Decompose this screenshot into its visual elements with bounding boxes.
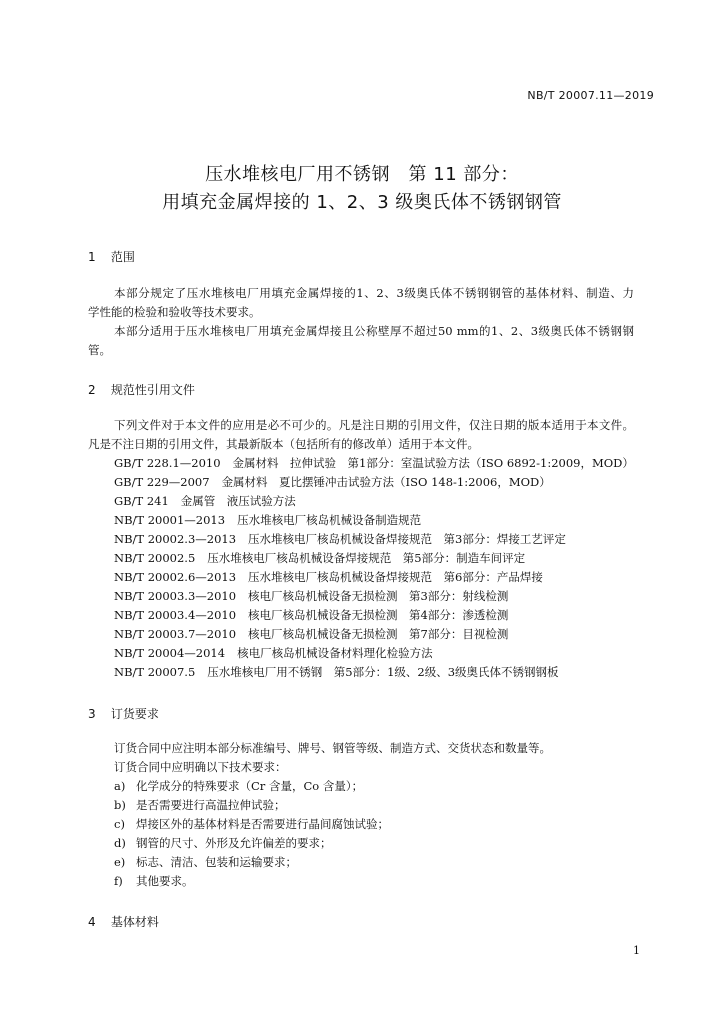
list-item: [114, 779, 363, 793]
reference-row: [114, 532, 566, 546]
list-marker: b): [114, 798, 126, 812]
section-2-intro-line-1: 下列文件对于本文件的应用是必不可少的。凡是注日期的引用文件，仅注日期的版本适用于本文件。: [114, 418, 634, 432]
section-4-title: 基体材料: [110, 915, 159, 929]
reference-title: 核电厂核岛机械设备材料理化检验方法: [237, 646, 433, 660]
list-text: 标志、清洁、包装和运输要求；: [136, 855, 297, 869]
reference-title: 金属材料 夏比摆锤冲击试验方法（ISO 148-1:2006，MOD）: [221, 475, 551, 489]
section-2-title: 规范性引用文件: [110, 383, 195, 397]
reference-title: 核电厂核岛机械设备无损检测 第7部分：目视检测: [248, 627, 509, 641]
section-1-para-2-line-2: 管。: [88, 343, 111, 357]
reference-row: [114, 475, 551, 489]
reference-row: [114, 589, 508, 603]
section-2-intro-line-2: 凡是不注日期的引用文件，其最新版本（包括所有的修改单）适用于本文件。: [88, 437, 479, 451]
reference-code: GB/T 228.1—2010: [114, 456, 221, 470]
reference-row: [114, 627, 508, 641]
section-3-title: 订货要求: [110, 707, 159, 721]
section-3-heading: [88, 705, 159, 722]
list-text: 其他要求。: [136, 874, 194, 888]
title-line-1: 压水堆核电厂用不锈钢 第 11 部分：: [205, 164, 519, 185]
page-number: 1: [633, 944, 640, 957]
reference-code: NB/T 20003.4—2010: [114, 608, 237, 622]
reference-row: [114, 665, 559, 679]
section-4-heading: [88, 913, 159, 930]
section-2-heading: [88, 381, 195, 398]
list-item: [114, 836, 332, 850]
reference-code: GB/T 229—2007: [114, 475, 210, 489]
reference-title: 核电厂核岛机械设备无损检测 第4部分：渗透检测: [248, 608, 509, 622]
reference-row: [114, 456, 634, 470]
list-item: [114, 874, 194, 888]
section-2-number: 2: [88, 383, 96, 397]
list-item: [114, 798, 286, 812]
list-marker: f): [114, 874, 123, 888]
reference-title: 金属材料 拉伸试验 第1部分：室温试验方法（ISO 6892-1:2009，MOD）: [232, 456, 634, 470]
section-3-number: 3: [88, 707, 96, 721]
list-text: 化学成分的特殊要求（Cr 含量，Co 含量）；: [136, 779, 364, 793]
reference-code: NB/T 20002.6—2013: [114, 570, 237, 584]
reference-code: NB/T 20003.7—2010: [114, 627, 237, 641]
list-marker: c): [114, 817, 125, 831]
reference-row: [114, 551, 525, 565]
list-marker: e): [114, 855, 126, 869]
reference-code: NB/T 20007.5: [114, 665, 196, 679]
list-text: 焊接区外的基体材料是否需要进行晶间腐蚀试验；: [136, 817, 389, 831]
section-1-heading: [88, 248, 135, 265]
reference-code: NB/T 20002.5: [114, 551, 196, 565]
reference-title: 压水堆核电厂核岛机械设备制造规范: [237, 513, 422, 527]
list-item: [114, 855, 297, 869]
section-3-line-2: 订货合同中应明确以下技术要求：: [114, 760, 287, 774]
reference-code: NB/T 20004—2014: [114, 646, 226, 660]
title-line-2: 用填充金属焊接的 1、2、3 级奥氏体不锈钢钢管: [162, 192, 562, 213]
reference-code: NB/T 20001—2013: [114, 513, 226, 527]
reference-code: NB/T 20002.3—2013: [114, 532, 237, 546]
list-text: 是否需要进行高温拉伸试验；: [136, 798, 286, 812]
section-1-number: 1: [88, 250, 96, 264]
reference-row: [114, 646, 433, 660]
reference-title: 核电厂核岛机械设备无损检测 第3部分：射线检测: [248, 589, 509, 603]
list-item: [114, 817, 389, 831]
reference-row: [114, 570, 543, 584]
reference-title: 金属管 液压试验方法: [180, 494, 296, 508]
standard-code: NB/T 20007.11—2019: [527, 89, 654, 102]
reference-title: 压水堆核电厂用不锈钢 第5部分：1级、2级、3级奥氏体不锈钢钢板: [207, 665, 559, 679]
reference-row: [114, 494, 296, 508]
section-1-para-2-line-1: 本部分适用于压水堆核电厂用填充金属焊接且公称壁厚不超过50 mm的1、2、3级奥氏体不锈钢钢: [114, 324, 634, 338]
reference-title: 压水堆核电厂核岛机械设备焊接规范 第3部分：焊接工艺评定: [248, 532, 566, 546]
reference-code: GB/T 241: [114, 494, 169, 508]
section-1-title: 范围: [110, 250, 135, 264]
reference-code: NB/T 20003.3—2010: [114, 589, 237, 603]
list-marker: d): [114, 836, 126, 850]
list-text: 钢管的尺寸、外形及允许偏差的要求；: [136, 836, 332, 850]
section-4-number: 4: [88, 915, 96, 929]
reference-title: 压水堆核电厂核岛机械设备焊接规范 第6部分：产品焊接: [248, 570, 543, 584]
reference-row: [114, 608, 508, 622]
section-3-line-1: 订货合同中应注明本部分标准编号、牌号、钢管等级、制造方式、交货状态和数量等。: [114, 741, 551, 755]
reference-title: 压水堆核电厂核岛机械设备焊接规范 第5部分：制造车间评定: [207, 551, 526, 565]
section-1-para-1-line-2: 学性能的检验和验收等技术要求。: [88, 305, 261, 319]
section-1-para-1-line-1: 本部分规定了压水堆核电厂用填充金属焊接的1、2、3级奥氏体不锈钢钢管的基体材料、制造、力: [114, 286, 634, 300]
list-marker: a): [114, 779, 126, 793]
reference-row: [114, 513, 421, 527]
